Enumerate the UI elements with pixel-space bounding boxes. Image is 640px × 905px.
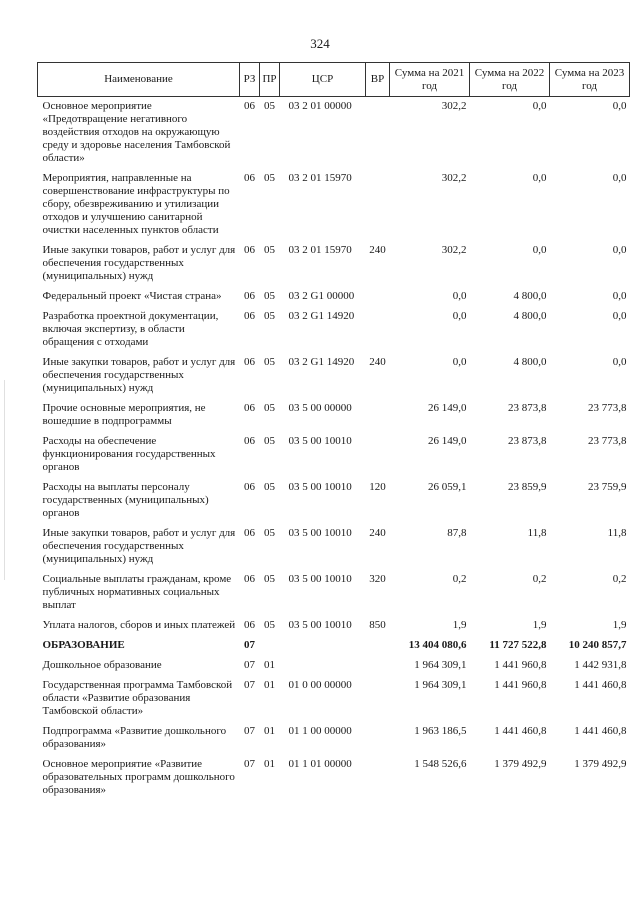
row-csr: 01 0 00 00000	[288, 679, 352, 691]
row-csr: 03 2 G1 14920	[288, 310, 355, 322]
row-sum-2021: 1 964 309,1	[414, 679, 467, 691]
row-pr: 05	[264, 172, 275, 184]
row-name: Основное мероприятие «Развитие образовательных программ дошкольного образования»	[42, 758, 235, 796]
row-vr	[366, 287, 390, 307]
row-sum-2023: 1 441 460,8	[574, 679, 627, 691]
row-vr	[366, 636, 390, 656]
row-sum-2021: 26 059,1	[428, 481, 467, 493]
row-rz: 06	[244, 573, 255, 585]
table-row	[38, 722, 630, 755]
row-sum-2023: 1 442 931,8	[574, 659, 627, 671]
row-pr	[260, 636, 280, 656]
row-vr	[366, 432, 390, 478]
table-row	[38, 432, 630, 478]
row-pr: 05	[264, 527, 275, 539]
row-sum-2023: 0,0	[612, 100, 627, 112]
row-sum-2021: 1 963 186,5	[414, 725, 467, 737]
row-rz: 07	[244, 659, 255, 671]
row-name: Государственная программа Тамбовской области «Развитие образования Тамбовской области»	[42, 679, 233, 717]
row-name: Мероприятия, направленные на совершенствование инфраструктуры по сбору, обезвреживанию и утилизации отходов и улучшению санитарной очистки населенных пунктов области	[42, 172, 230, 236]
row-sum-2022: 11,8	[527, 527, 547, 539]
row-sum-2023: 0,2	[612, 573, 627, 585]
row-vr	[366, 169, 390, 241]
row-sum-2022: 4 800,0	[513, 310, 547, 322]
row-vr	[366, 399, 390, 432]
row-name: Иные закупки товаров, работ и услуг для обеспечения государственных (муниципальных) нужд	[42, 527, 236, 565]
table-row	[38, 169, 630, 241]
row-name: Уплата налогов, сборов и иных платежей	[42, 619, 236, 631]
row-sum-2022: 11 727 522,8	[489, 639, 547, 651]
row-sum-2023: 23 773,8	[588, 402, 627, 414]
row-rz: 06	[244, 172, 255, 184]
row-sum-2022: 23 873,8	[508, 402, 547, 414]
row-vr	[366, 755, 390, 801]
row-rz: 06	[244, 527, 255, 539]
row-pr: 01	[264, 758, 275, 770]
header-vr: ВР	[366, 63, 390, 97]
row-sum-2023: 11,8	[607, 527, 627, 539]
row-name: Расходы на обеспечение функционирования государственных органов	[42, 435, 216, 473]
row-sum-2022: 0,0	[532, 244, 547, 256]
row-sum-2021: 0,0	[452, 356, 467, 368]
row-name: Социальные выплаты гражданам, кроме публичных нормативных социальных выплат	[42, 573, 232, 611]
row-vr: 240	[369, 244, 386, 256]
row-sum-2022: 0,0	[532, 100, 547, 112]
row-name: Федеральный проект «Чистая страна»	[42, 290, 222, 302]
row-sum-2021: 1,9	[452, 619, 467, 631]
row-sum-2023: 23 759,9	[588, 481, 627, 493]
row-rz: 06	[244, 481, 255, 493]
row-sum-2023: 0,0	[612, 172, 627, 184]
row-vr: 120	[369, 481, 386, 493]
row-sum-2022: 1 441 960,8	[494, 659, 547, 671]
row-sum-2022: 1 441 460,8	[494, 725, 547, 737]
row-name: Расходы на выплаты персоналу государственных (муниципальных) органов	[42, 481, 209, 519]
row-sum-2022: 0,2	[532, 573, 547, 585]
row-sum-2021: 26 149,0	[428, 435, 467, 447]
row-csr: 01 1 00 00000	[288, 725, 352, 737]
row-rz: 06	[244, 435, 255, 447]
row-sum-2023: 23 773,8	[588, 435, 627, 447]
row-sum-2023: 1 441 460,8	[574, 725, 627, 737]
row-pr: 05	[264, 100, 275, 112]
row-pr: 05	[264, 356, 275, 368]
row-vr: 240	[369, 356, 386, 368]
row-vr: 850	[369, 619, 386, 631]
row-sum-2021: 1 548 526,6	[414, 758, 467, 770]
row-csr: 03 5 00 00000	[288, 402, 352, 414]
row-sum-2021: 87,8	[447, 527, 467, 539]
header-rz: РЗ	[240, 63, 260, 97]
row-csr: 03 5 00 10010	[288, 481, 352, 493]
row-sum-2023: 10 240 857,7	[568, 639, 627, 651]
table-body	[38, 97, 630, 802]
table-row	[38, 570, 630, 616]
row-pr: 05	[264, 573, 275, 585]
page-number: 324	[310, 36, 330, 51]
row-name: Подпрограмма «Развитие дошкольного образования»	[42, 725, 227, 750]
row-sum-2021: 13 404 080,6	[408, 639, 467, 651]
row-csr: 03 5 00 10010	[288, 573, 352, 585]
row-rz: 06	[244, 310, 255, 322]
row-pr: 05	[264, 435, 275, 447]
row-csr	[280, 656, 366, 676]
row-csr: 03 2 01 15970	[288, 172, 352, 184]
header-csr: ЦСР	[280, 63, 366, 97]
table-row	[38, 656, 630, 676]
row-sum-2021: 302,2	[441, 100, 467, 112]
row-sum-2021: 302,2	[441, 244, 467, 256]
table-row	[38, 97, 630, 170]
row-pr: 01	[264, 725, 275, 737]
table-row	[38, 755, 630, 801]
table-row	[38, 399, 630, 432]
row-rz: 06	[244, 356, 255, 368]
row-name: Иные закупки товаров, работ и услуг для обеспечения государственных (муниципальных) нужд	[42, 244, 236, 282]
row-rz: 06	[244, 290, 255, 302]
row-rz: 07	[244, 679, 255, 691]
table-row	[38, 287, 630, 307]
row-vr	[366, 722, 390, 755]
row-vr	[366, 656, 390, 676]
row-name: Иные закупки товаров, работ и услуг для обеспечения государственных (муниципальных) нужд	[42, 356, 236, 394]
table-row	[38, 636, 630, 656]
row-rz: 06	[244, 402, 255, 414]
row-csr	[280, 636, 366, 656]
row-csr: 03 5 00 10010	[288, 619, 352, 631]
row-sum-2023: 0,0	[612, 356, 627, 368]
row-vr: 240	[369, 527, 386, 539]
table-row	[38, 616, 630, 636]
scan-margin-mark	[4, 380, 5, 580]
row-sum-2022: 23 873,8	[508, 435, 547, 447]
row-sum-2021: 0,2	[452, 573, 467, 585]
row-name: ОБРАЗОВАНИЕ	[42, 639, 125, 651]
row-rz: 07	[244, 725, 255, 737]
row-pr: 05	[264, 402, 275, 414]
row-pr: 05	[264, 244, 275, 256]
row-pr: 05	[264, 310, 275, 322]
row-sum-2022: 1 441 960,8	[494, 679, 547, 691]
row-sum-2021: 0,0	[452, 290, 467, 302]
row-sum-2023: 0,0	[612, 290, 627, 302]
row-name: Дошкольное образование	[42, 659, 162, 671]
row-name: Разработка проектной документации, включая экспертизу, в области обращения с отходами	[42, 310, 219, 348]
row-rz: 07	[244, 758, 255, 770]
row-csr: 03 5 00 10010	[288, 527, 352, 539]
row-pr: 01	[264, 659, 275, 671]
row-sum-2022: 4 800,0	[513, 290, 547, 302]
header-pr: ПР	[260, 63, 280, 97]
row-csr: 01 1 01 00000	[288, 758, 352, 770]
row-csr: 03 2 01 15970	[288, 244, 352, 256]
row-pr: 05	[264, 619, 275, 631]
row-csr: 03 2 01 00000	[288, 100, 352, 112]
row-vr	[366, 97, 390, 170]
row-sum-2022: 0,0	[532, 172, 547, 184]
row-pr: 05	[264, 290, 275, 302]
row-rz: 06	[244, 100, 255, 112]
row-sum-2023: 0,0	[612, 310, 627, 322]
row-sum-2021: 26 149,0	[428, 402, 467, 414]
table-row	[38, 241, 630, 287]
row-vr	[366, 307, 390, 353]
row-name: Прочие основные мероприятия, не вошедшие в подпрограммы	[42, 402, 206, 427]
table-row	[38, 307, 630, 353]
row-sum-2022: 4 800,0	[513, 356, 547, 368]
row-sum-2022: 1,9	[532, 619, 547, 631]
row-vr	[366, 676, 390, 722]
row-sum-2023: 1 379 492,9	[574, 758, 627, 770]
header-2022: Сумма на 2022 год	[470, 63, 550, 97]
row-csr: 03 2 G1 00000	[288, 290, 355, 302]
row-csr: 03 5 00 10010	[288, 435, 352, 447]
row-rz: 06	[244, 244, 255, 256]
table-row	[38, 524, 630, 570]
row-sum-2023: 1,9	[612, 619, 627, 631]
table-header	[38, 63, 630, 97]
row-sum-2021: 1 964 309,1	[414, 659, 467, 671]
row-name: Основное мероприятие «Предотвращение негативного воздействия отходов на окружающую среду и здоровье населения Тамбовской области»	[42, 100, 231, 164]
row-pr: 05	[264, 481, 275, 493]
budget-table	[37, 62, 630, 801]
row-sum-2021: 302,2	[441, 172, 467, 184]
row-csr: 03 2 G1 14920	[288, 356, 355, 368]
row-rz: 06	[244, 619, 255, 631]
table-row	[38, 676, 630, 722]
row-rz: 07	[244, 639, 255, 651]
row-sum-2022: 23 859,9	[508, 481, 547, 493]
row-sum-2023: 0,0	[612, 244, 627, 256]
row-sum-2021: 0,0	[452, 310, 467, 322]
header-2023: Сумма на 2023 год	[550, 63, 630, 97]
table-row	[38, 478, 630, 524]
row-pr: 01	[264, 679, 275, 691]
row-sum-2022: 1 379 492,9	[494, 758, 547, 770]
header-name: Наименование	[38, 63, 240, 97]
table-row	[38, 353, 630, 399]
header-2021: Сумма на 2021 год	[390, 63, 470, 97]
row-vr: 320	[369, 573, 386, 585]
